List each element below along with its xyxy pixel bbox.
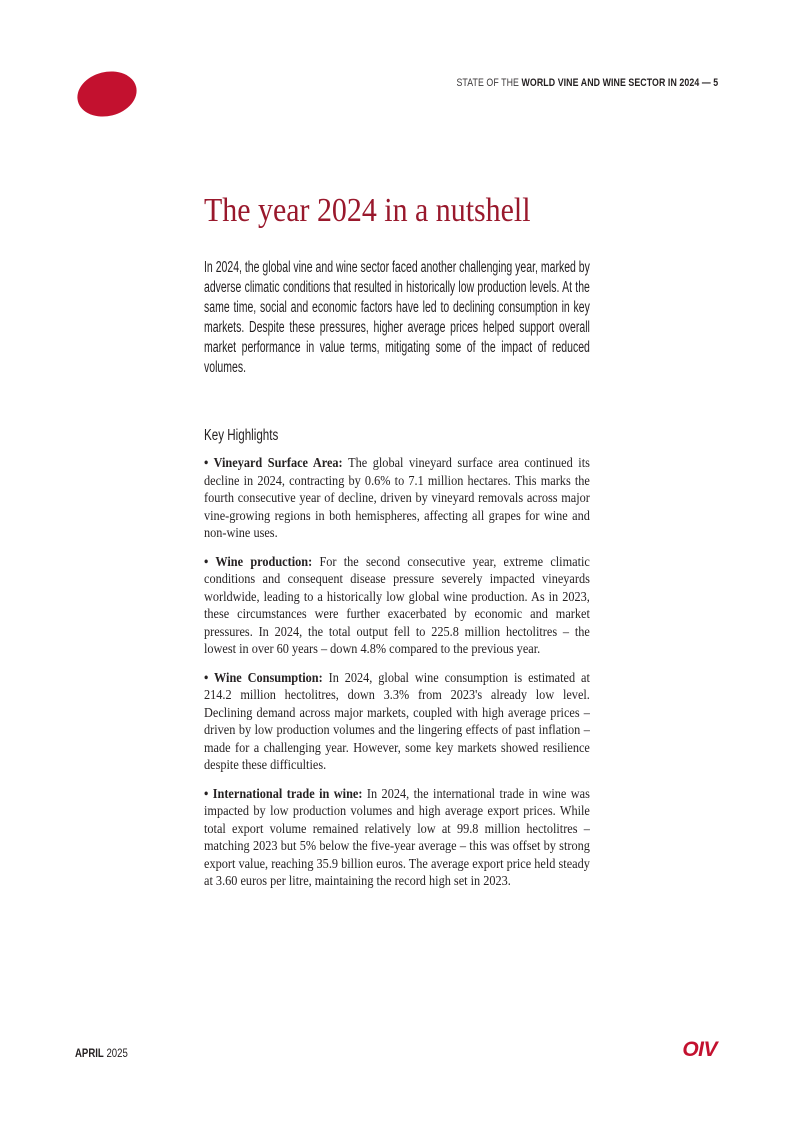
- running-header-title: WORLD VINE AND WINE SECTOR IN 2024 — 5: [521, 77, 718, 89]
- highlight-text: In 2024, the international trade in wine was impacted by low production volumes and high average export prices. While total export volume remained relatively low at 99.8 million hectolitres – matching 2023 but 5% below the five-year average – this was offset by strong export value, reaching 35.9 billion euros. The average export price held steady at 3.60 euros per litre, maintaining the record high set in 2023.: [204, 786, 590, 889]
- highlight-text: In 2024, global wine consumption is estimated at 214.2 million hectolitres, down 3.3% from 2023's already low level. Declining demand across major markets, coupled with high average prices – driven by low production volumes and the lingering effects of past inflation – made for a challenging year. However, some key markets showed resilience despite these difficulties.: [204, 670, 590, 773]
- highlight-label: • Vineyard Surface Area:: [204, 456, 349, 471]
- highlight-label: • Wine Consumption:: [204, 670, 329, 686]
- oiv-red-ellipse-logo: [73, 65, 142, 122]
- highlight-item-wine-production: [204, 554, 590, 659]
- highlight-label: • International trade in wine:: [204, 786, 367, 802]
- highlight-item-wine-consumption: [204, 670, 590, 775]
- oiv-wordmark-logo: OIV: [682, 1038, 717, 1061]
- footer-date: [75, 1046, 128, 1060]
- highlight-item-vineyard-surface: [204, 455, 590, 543]
- highlight-label: • Wine production:: [204, 554, 320, 570]
- footer-month: APRIL: [75, 1046, 104, 1060]
- highlight-text: The global vineyard surface area continued its decline in 2024, contracting by 0.6% to 7.1 million hectares. This marks the fourth consecutive year of decline, driven by vineyard removals across major vine-growing regions in both hemispheres, affecting all grapes for wine and non-wine uses.: [204, 456, 590, 541]
- main-column: [204, 190, 624, 902]
- section-heading: Key Highlights: [204, 427, 279, 444]
- running-header-pretitle: STATE OF THE: [456, 77, 522, 89]
- highlight-item-international-trade: [204, 786, 590, 891]
- key-highlights-list: [204, 455, 590, 891]
- highlight-text: For the second consecutive year, extreme climatic conditions and consequent disease pressure severely impacted vineyards worldwide, leading to a historically low global wine production. As in 2023, these circumstances were further exacerbated by economic and market pressures. In 2024, the total output fell to 225.8 million hectolitres – the lowest in over 60 years – down 4.8% compared to the previous year.: [204, 554, 590, 657]
- intro-paragraph: In 2024, the global vine and wine sector faced another challenging year, marked by adverse climatic conditions that resulted in historically low production levels. At the same time, social and economic factors have led to declining consumption in key markets. Despite these pressures, higher average prices helped support overall market performance in value terms, mitigating some of the impact of reduced volumes.: [204, 259, 590, 376]
- running-header: [456, 77, 718, 90]
- page-title: The year 2024 in a nutshell: [204, 192, 531, 229]
- footer-year: 2025: [103, 1046, 128, 1060]
